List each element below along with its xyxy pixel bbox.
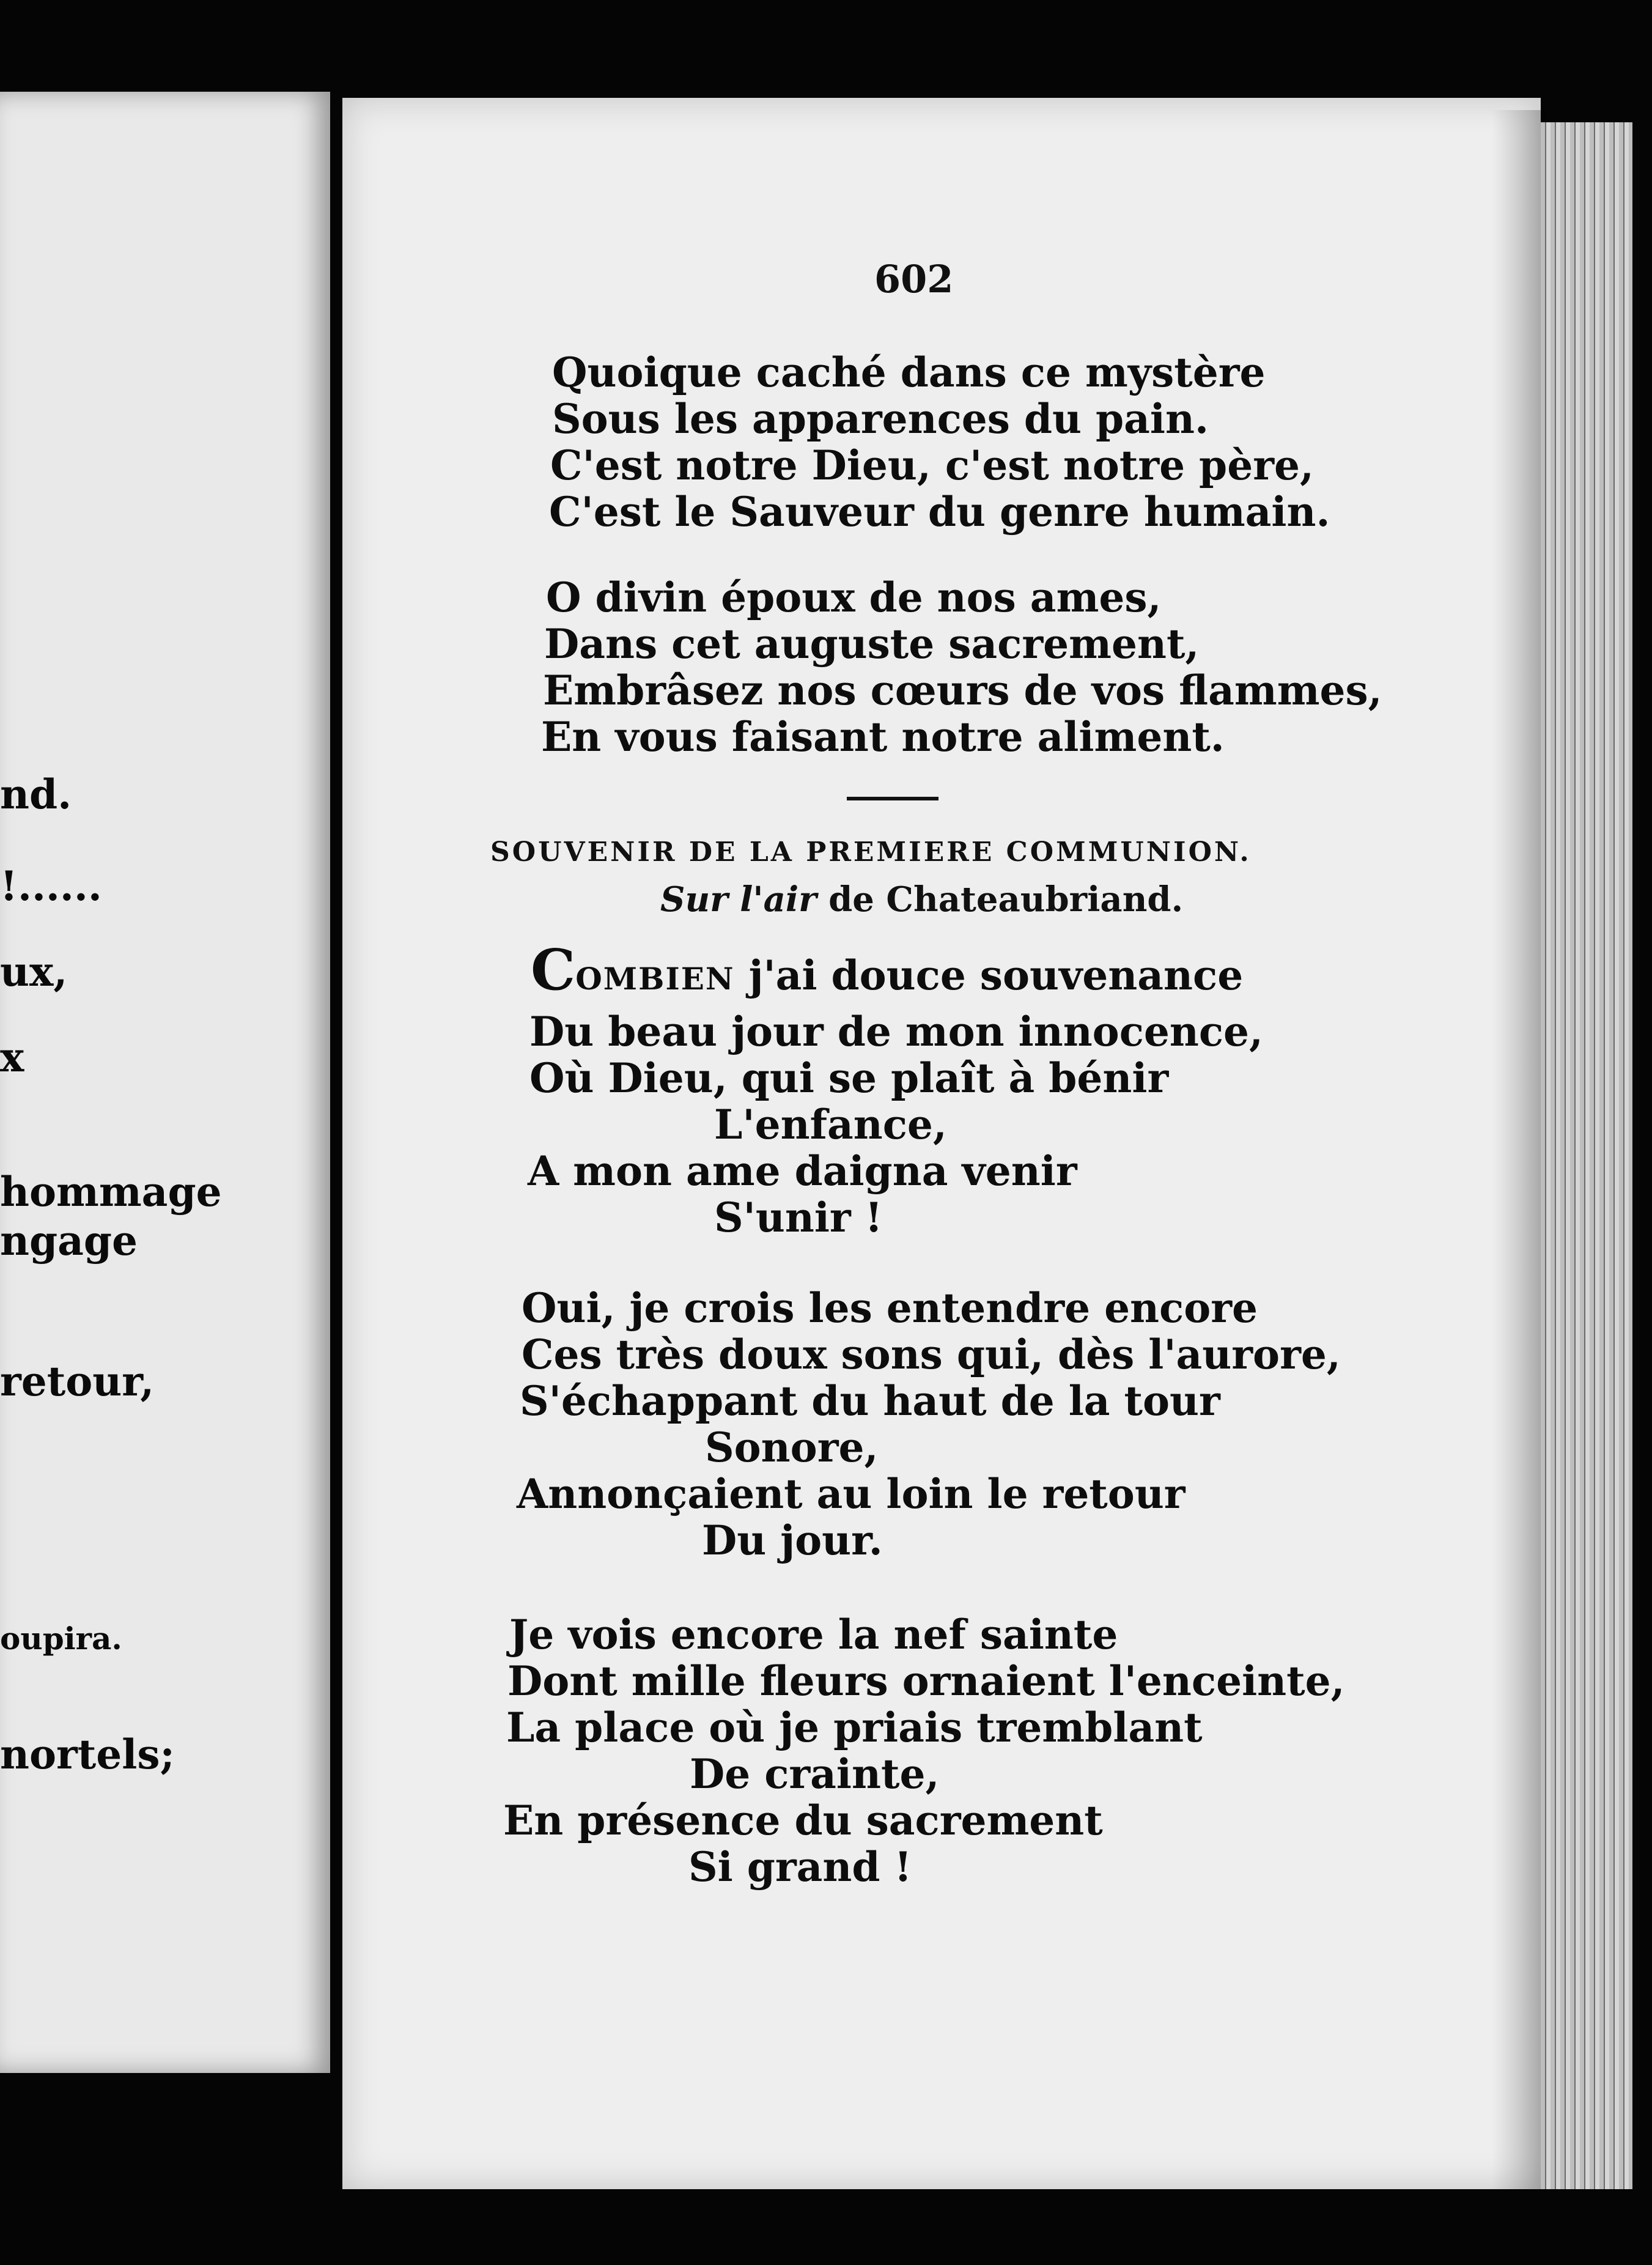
left-fragment: retour, bbox=[0, 1358, 155, 1405]
page-number: 602 bbox=[874, 257, 954, 301]
left-fragment: nortels; bbox=[0, 1731, 175, 1778]
verse-line: Oui, je crois les entendre encore bbox=[522, 1284, 1258, 1332]
left-fragment: x bbox=[0, 1033, 24, 1081]
verse-line: Sous les apparences du pain. bbox=[552, 395, 1209, 443]
verse-line: Si grand ! bbox=[688, 1843, 912, 1891]
verse-line: S'échappant du haut de la tour bbox=[520, 1377, 1220, 1425]
verse-line: L'enfance, bbox=[714, 1101, 947, 1148]
verse-line: Du beau jour de mon innocence, bbox=[529, 1008, 1264, 1055]
verse-line: Du jour. bbox=[702, 1517, 883, 1564]
verse-line: Quoique caché dans ce mystère bbox=[552, 349, 1266, 396]
drop-cap: C bbox=[531, 937, 576, 1003]
verse-line: De crainte, bbox=[690, 1750, 940, 1798]
verse-line: Je vois encore la nef sainte bbox=[509, 1611, 1118, 1658]
verse-line: La place où je priais tremblant bbox=[506, 1704, 1203, 1751]
page-edges bbox=[1541, 122, 1632, 2189]
verse-line: S'unir ! bbox=[714, 1194, 883, 1241]
verse-line: Dans cet auguste sacrement, bbox=[544, 620, 1200, 668]
verse-line: En présence du sacrement bbox=[503, 1797, 1103, 1844]
verse-line: Où Dieu, qui se plaît à bénir bbox=[529, 1054, 1169, 1102]
verse-line: Ces très doux sons qui, dès l'aurore, bbox=[522, 1331, 1341, 1378]
left-page bbox=[0, 92, 330, 2073]
tune-name: de Chateaubriand. bbox=[816, 879, 1184, 920]
small-caps-word: OMBIEN bbox=[575, 961, 735, 997]
page-shadow bbox=[1492, 110, 1547, 2189]
verse-line: A mon ame daigna venir bbox=[528, 1147, 1077, 1195]
verse-line: Annonçaient au loin le retour bbox=[517, 1470, 1186, 1518]
left-fragment: oupira. bbox=[0, 1620, 122, 1657]
left-fragment: !...... bbox=[0, 862, 102, 910]
verse-line: Dont mille fleurs ornaient l'enceinte, bbox=[507, 1657, 1345, 1705]
verse-line: En vous faisant notre aliment. bbox=[541, 713, 1225, 761]
section-divider bbox=[847, 797, 938, 800]
verse-line: C'est notre Dieu, c'est notre père, bbox=[550, 442, 1314, 489]
section-title: SOUVENIR DE LA PREMIERE COMMUNION. bbox=[490, 837, 1252, 868]
left-fragment: hommage bbox=[0, 1168, 222, 1216]
tune-label: Sur l'air bbox=[660, 879, 817, 920]
verse-line: Sonore, bbox=[705, 1424, 879, 1471]
tune-indication bbox=[660, 879, 1183, 920]
left-fragment: ngage bbox=[0, 1217, 138, 1265]
verse-line: Embrâsez nos cœurs de vos flammes, bbox=[543, 667, 1382, 714]
verse-line-rest: j'ai douce souvenance bbox=[734, 951, 1244, 999]
left-fragment: ux, bbox=[0, 948, 68, 996]
verse-line: O divin époux de nos ames, bbox=[546, 574, 1162, 621]
verse-line bbox=[531, 937, 1244, 1003]
verse-line: C'est le Sauveur du genre humain. bbox=[549, 488, 1330, 536]
left-fragment: nd. bbox=[0, 770, 72, 818]
